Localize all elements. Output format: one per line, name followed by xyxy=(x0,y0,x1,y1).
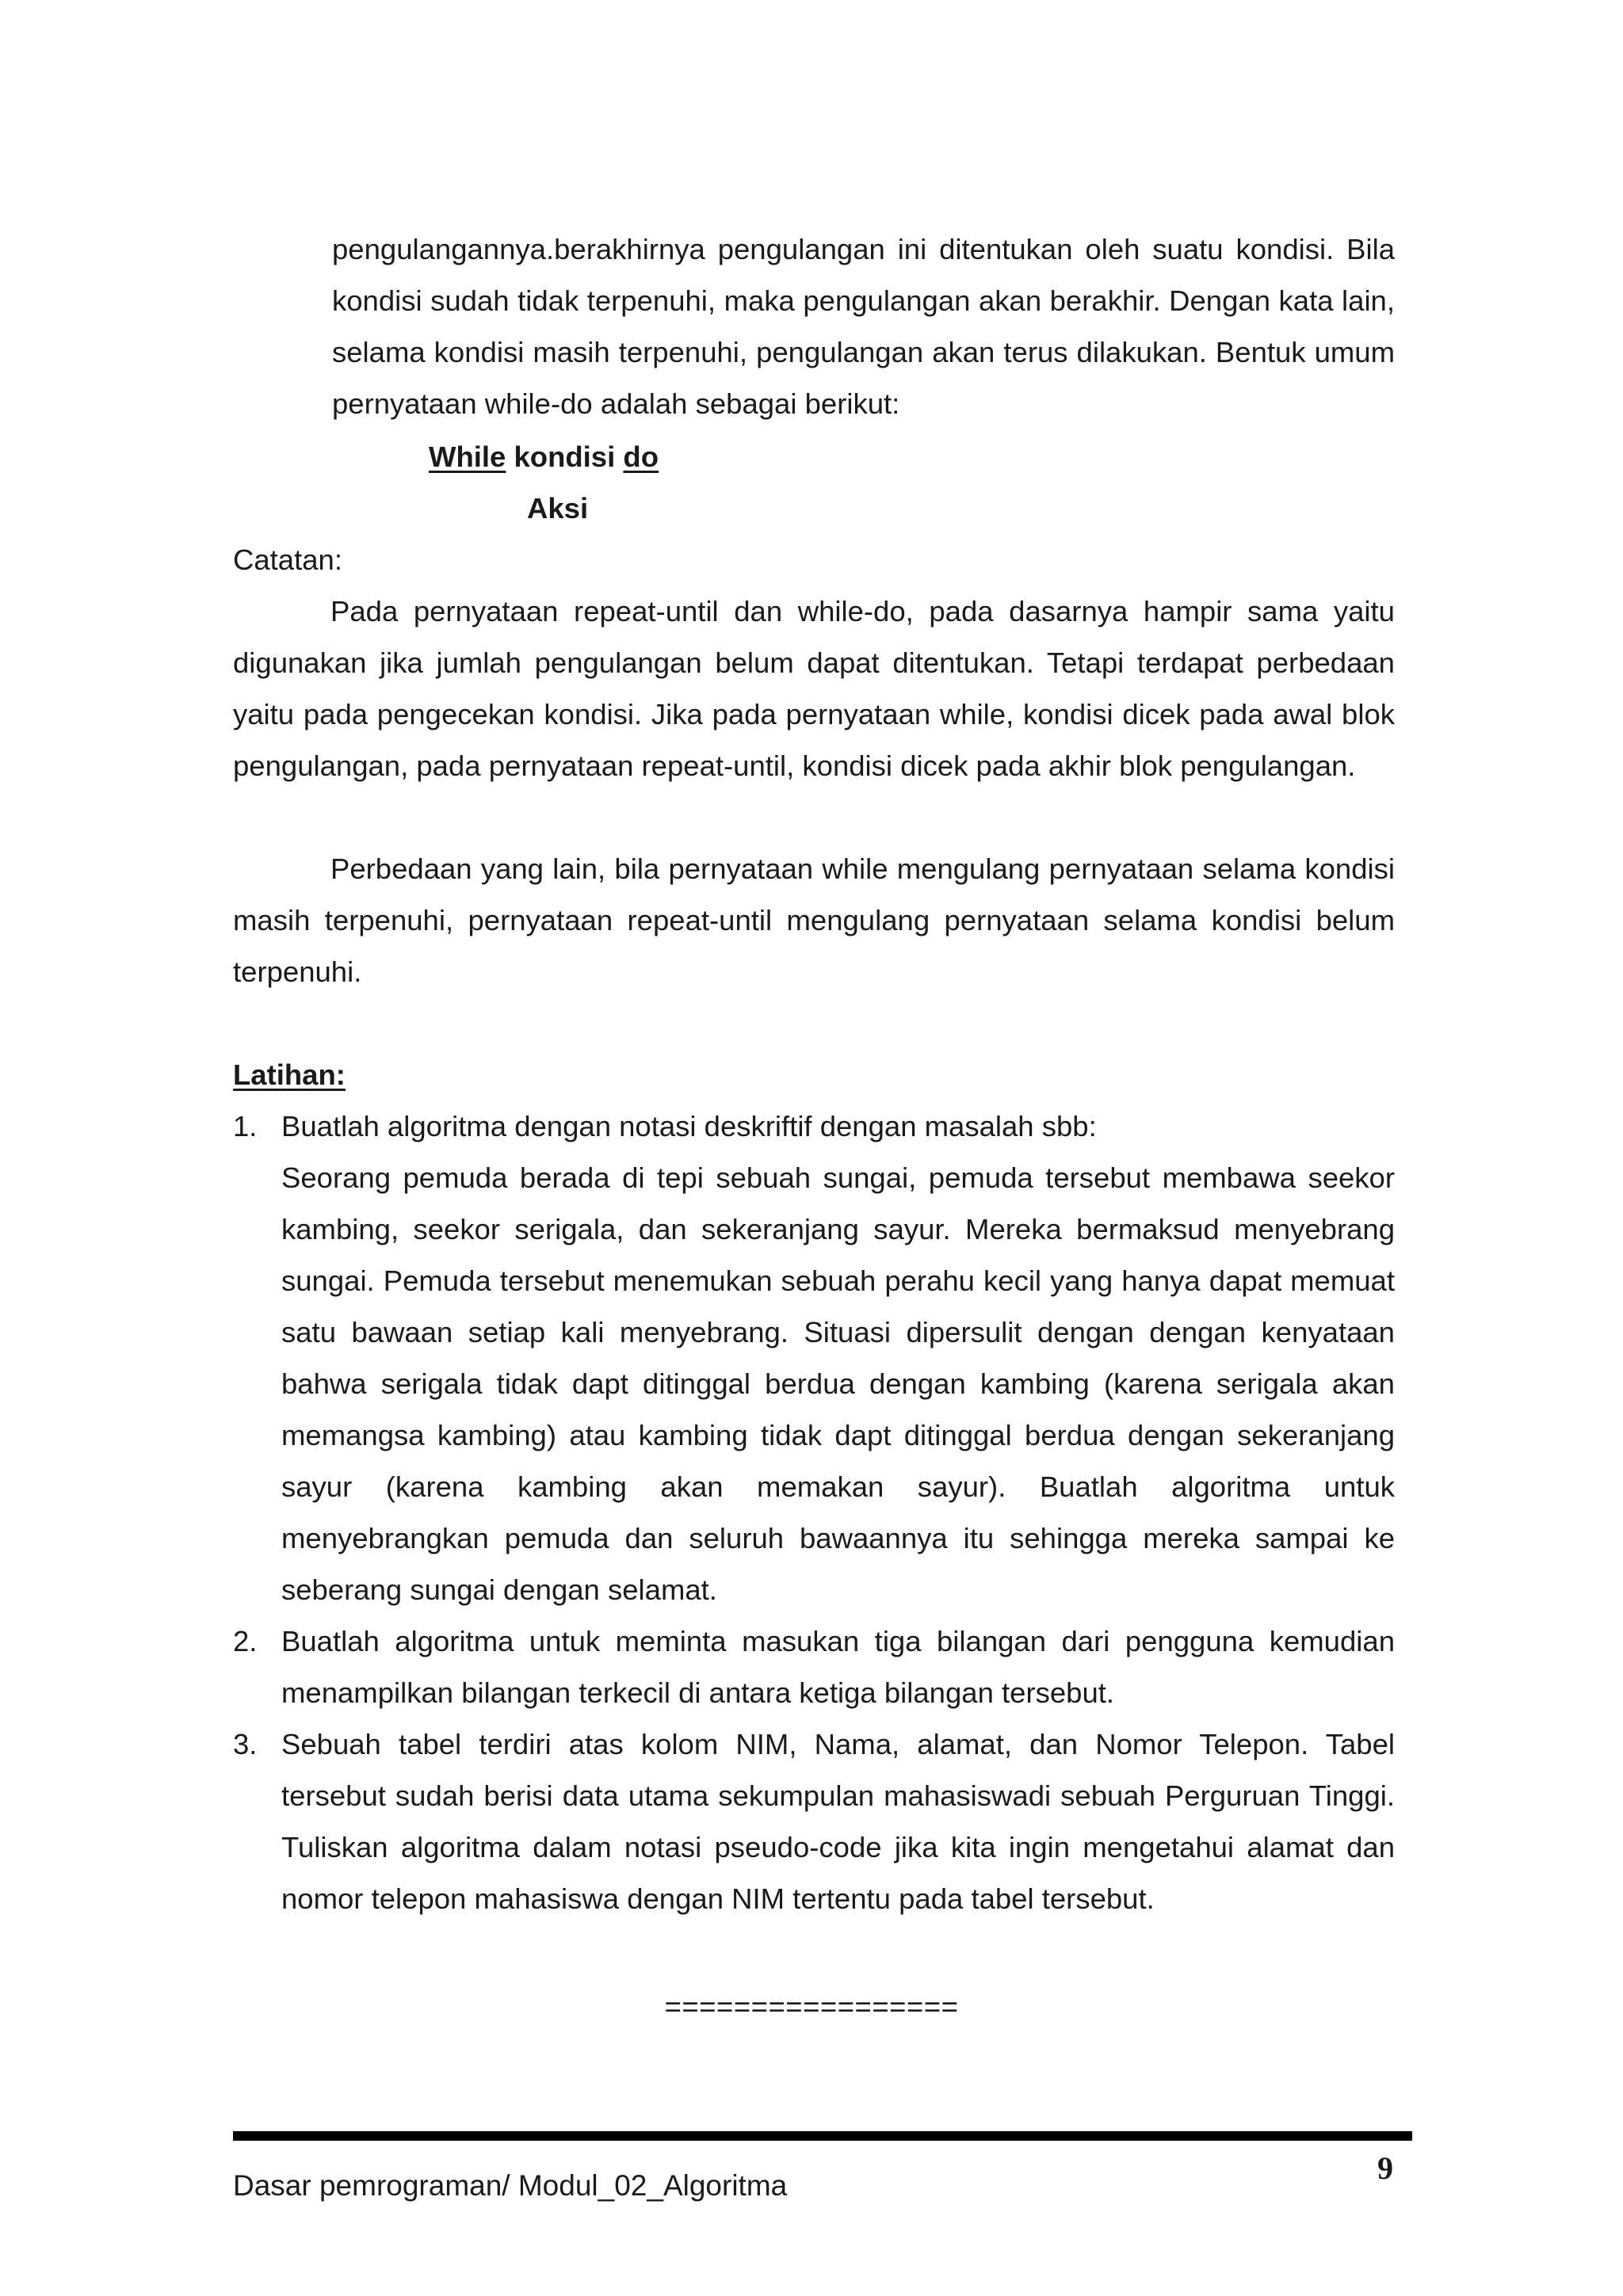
catatan-paragraph-1: Pada pernyataan repeat-until dan while-do, pada dasarnya hampir sama yaitu digunakan jika jumlah pengulangan belum dapat ditentukan. Tetapi terdapat perbedaan yaitu pada pengecekan kondisi. Jika pada pernyataan while, kondisi dicek pada awal blok pengulangan, pada pernyataan repeat-until, kondisi dicek pada akhir blok pengulangan. xyxy=(233,595,1395,782)
latihan-heading xyxy=(233,1049,346,1100)
catatan-label: Catatan: xyxy=(233,543,342,576)
exercise-item-2 xyxy=(233,1615,1395,1718)
exercise-number: 2. xyxy=(233,1625,258,1657)
exercise-text: Seorang pemuda berada di tepi sebuah sungai, pemuda tersebut membawa seekor kambing, seekor serigala, dan sekeranjang sayur. Mereka bermaksud menyebrang sungai. Pemuda tersebut menemukan sebuah perahu kecil yang hanya dapat memuat satu bawaan setiap kali menyebrang. Situasi dipersulit dengan dengan kenyataan bahwa serigala tidak dapt ditinggal berdua dengan kambing (karena serigala akan memangsa kambing) atau kambing tidak dapt ditinggal berdua dengan sekeranjang sayur (karena kambing akan memakan sayur). Buatlah algoritma untuk menyebrangkan pemuda dan seluruh bawaannya itu sehingga mereka sampai ke seberang sungai dengan selamat. xyxy=(281,1161,1395,1606)
exercise-lead: Buatlah algoritma dengan notasi deskriftif dengan masalah sbb: xyxy=(281,1110,1097,1142)
exercise-list xyxy=(233,1100,1395,1924)
catatan-paragraph-2: Perbedaan yang lain, bila pernyataan while mengulang pernyataan selama kondisi masih terpenuhi, pernyataan repeat-until mengulang pernyataan selama kondisi belum terpenuhi. xyxy=(233,852,1395,988)
exercise-item-1 xyxy=(233,1100,1395,1615)
continuation-paragraph: pengulangannya.berakhirnya pengulangan ini ditentukan oleh suatu kondisi. Bila kondisi sudah tidak terpenuhi, maka pengulangan akan berakhir. Dengan kata lain, selama kondisi masih terpenuhi, pengulangan akan terus dilakukan. Bentuk umum pernyataan while-do adalah sebagai berikut: xyxy=(332,233,1395,420)
keyword-do: do xyxy=(623,441,659,473)
footer-title: Dasar pemrograman/ Modul_02_Algoritma xyxy=(233,2169,788,2202)
exercise-number: 1. xyxy=(233,1110,258,1142)
keyword-condition: kondisi xyxy=(514,441,616,473)
keyword-action: Aksi xyxy=(527,492,589,524)
keyword-while: While xyxy=(429,441,506,473)
exercise-text: Buatlah algoritma untuk meminta masukan tiga bilangan dari pengguna kemudian menampilkan bilangan terkecil di antara ketiga bilangan tersebut. xyxy=(281,1625,1395,1709)
page-number: 9 xyxy=(1377,2150,1393,2186)
section-separator: ================= xyxy=(664,1990,959,2023)
exercise-number: 3. xyxy=(233,1728,258,1760)
exercise-text: Sebuah tabel terdiri atas kolom NIM, Nama, alamat, dan Nomor Telepon. Tabel tersebut sudah berisi data utama sekumpulan mahasiswadi sebuah Perguruan Tinggi. Tuliskan algoritma dalam notasi pseudo-code jika kita ingin mengetahui alamat dan nomor telepon mahasiswa dengan NIM tertentu pada tabel tersebut. xyxy=(281,1728,1395,1915)
while-syntax-line xyxy=(429,431,659,482)
footer-rule xyxy=(233,2131,1412,2141)
latihan-heading-text: Latihan: xyxy=(233,1058,346,1091)
exercise-item-3 xyxy=(233,1718,1395,1924)
action-syntax-line xyxy=(527,482,588,534)
